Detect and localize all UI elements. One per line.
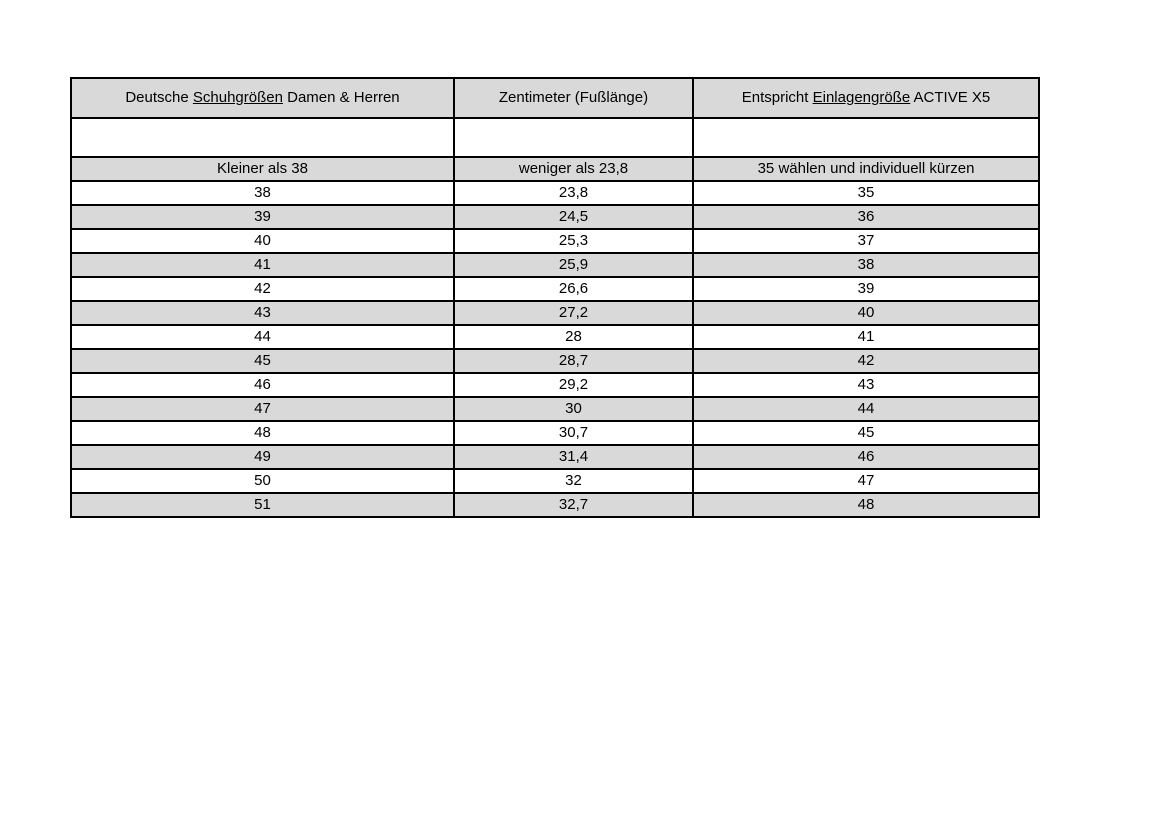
cell-foot-length: 32 [454,469,693,493]
cell-foot-length: 30,7 [454,421,693,445]
table-row [71,397,1039,421]
table-row [71,373,1039,397]
table-row [71,493,1039,517]
header-insole-pre: Entspricht [741,89,813,106]
cell-foot-length: 23,8 [454,181,693,205]
table-header-row [71,78,1039,118]
cell-insole-size: 46 [693,445,1039,469]
cell-insole-size: 44 [693,397,1039,421]
header-shoe-size [71,78,454,118]
cell-insole-size: 35 [693,181,1039,205]
table-row [71,325,1039,349]
cell-shoe-size: 48 [71,421,454,445]
cell-foot-length: 32,7 [454,493,693,517]
spacer-cell [693,118,1039,157]
table-row [71,253,1039,277]
cell-shoe-size: 42 [71,277,454,301]
header-shoe-size-underlined: Schuhgrößen [192,89,283,106]
header-shoe-size-pre: Deutsche [125,89,193,106]
table-row [71,157,1039,181]
shoe-size-conversion-table [70,77,1040,518]
cell-shoe-size: 45 [71,349,454,373]
cell-insole-size: 42 [693,349,1039,373]
cell-insole-size: 45 [693,421,1039,445]
table-row [71,349,1039,373]
cell-foot-length: 31,4 [454,445,693,469]
cell-foot-length: 30 [454,397,693,421]
cell-shoe-size: 39 [71,205,454,229]
cell-insole-size: 35 wählen und individuell kürzen [693,157,1039,181]
cell-insole-size: 38 [693,253,1039,277]
header-centimeter-post: Zentimeter (Fußlänge) [498,89,649,106]
table-row [71,445,1039,469]
header-insole-size [693,78,1039,118]
cell-foot-length: 28,7 [454,349,693,373]
cell-foot-length: 29,2 [454,373,693,397]
cell-shoe-size: 43 [71,301,454,325]
cell-shoe-size: 50 [71,469,454,493]
cell-shoe-size: 44 [71,325,454,349]
cell-foot-length: 25,9 [454,253,693,277]
cell-foot-length: 27,2 [454,301,693,325]
cell-insole-size: 47 [693,469,1039,493]
table-row [71,229,1039,253]
cell-shoe-size: 47 [71,397,454,421]
cell-insole-size: 37 [693,229,1039,253]
header-insole-post: ACTIVE X5 [910,89,991,106]
cell-insole-size: 36 [693,205,1039,229]
cell-insole-size: 41 [693,325,1039,349]
cell-shoe-size: 40 [71,229,454,253]
cell-foot-length: 24,5 [454,205,693,229]
table-row [71,205,1039,229]
table-row [71,181,1039,205]
cell-insole-size: 43 [693,373,1039,397]
spacer-cell [454,118,693,157]
cell-foot-length: 28 [454,325,693,349]
cell-foot-length: weniger als 23,8 [454,157,693,181]
cell-shoe-size: 51 [71,493,454,517]
cell-insole-size: 48 [693,493,1039,517]
cell-shoe-size: Kleiner als 38 [71,157,454,181]
cell-shoe-size: 41 [71,253,454,277]
cell-insole-size: 39 [693,277,1039,301]
cell-insole-size: 40 [693,301,1039,325]
table-row [71,469,1039,493]
table-row [71,277,1039,301]
header-centimeter [454,78,693,118]
cell-shoe-size: 49 [71,445,454,469]
header-shoe-size-post: Damen & Herren [282,89,400,106]
cell-shoe-size: 46 [71,373,454,397]
cell-foot-length: 26,6 [454,277,693,301]
spacer-cell [71,118,454,157]
cell-foot-length: 25,3 [454,229,693,253]
table-row [71,421,1039,445]
table-row [71,301,1039,325]
cell-shoe-size: 38 [71,181,454,205]
empty-spacer-row [71,118,1039,157]
header-insole-underlined: Einlagengröße [812,89,911,106]
document-sheet [70,77,1040,518]
